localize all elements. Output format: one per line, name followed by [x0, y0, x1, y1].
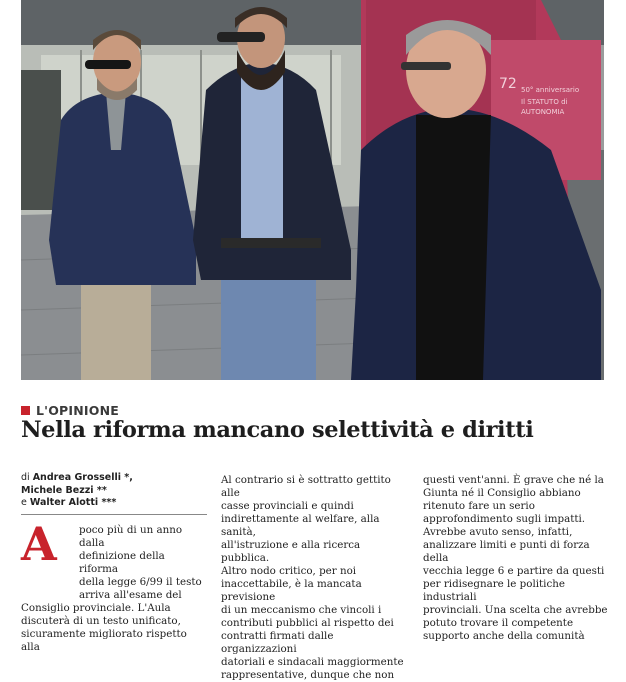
text-line: Altro nodo critico, per noi: [221, 565, 357, 577]
text-line: Al contrario si è sottratto gettito alle: [221, 474, 391, 499]
section-kicker: [21, 402, 119, 418]
text-line: ritenuto fare un serio: [423, 500, 535, 512]
text-line: casse provinciali e quindi: [221, 500, 354, 512]
svg-text:AUTONOMIA: AUTONOMIA: [521, 108, 565, 116]
text-line: Consiglio provinciale. L'Aula: [21, 601, 171, 614]
text-line: rappresentative, dunque che non: [221, 669, 395, 681]
article-column-2: [221, 474, 408, 682]
text-line: poco più di un anno dalla: [79, 523, 183, 549]
author-2: Michele Bezzi **: [21, 484, 107, 496]
text-line: datoriali e sindacali maggiormente: [221, 656, 404, 668]
text-line: della legge 6/99 il testo: [79, 575, 202, 588]
kicker-label: L'OPINIONE: [36, 402, 119, 418]
text-line: approfondimento sugli impatti.: [423, 513, 586, 525]
text-line: per ridisegnare le politiche industriali: [423, 578, 565, 603]
text-line: Avrebbe avuto senso, infatti,: [423, 526, 573, 538]
body-text-col1: [21, 516, 207, 654]
text-line: inaccettabile, è la mancata previsione: [221, 578, 362, 603]
text-line: indirettamente al welfare, alla sanità,: [221, 513, 380, 538]
author-3: Walter Alotti ***: [29, 497, 117, 508]
text-line: arriva all'esame del: [79, 588, 182, 601]
text-line: questi vent'anni. È grave che né la: [423, 474, 604, 486]
text-line: vecchia legge 6 e partire da questi: [423, 565, 605, 577]
text-line: di un meccanismo che vincoli i: [221, 604, 382, 616]
text-line: sicuramente migliorato rispetto alla: [21, 627, 187, 653]
text-line: discuterà di un testo unificato,: [21, 614, 181, 627]
text-line: provinciali. Una scelta che avrebbe: [423, 604, 608, 616]
text-line: Giunta né il Consiglio abbiano: [423, 487, 581, 499]
text-line: contratti firmati dalle organizzazioni: [221, 630, 334, 655]
text-line: contributi pubblici al rispetto dei: [221, 617, 394, 629]
text-line: supporto anche della comunità: [423, 630, 585, 642]
article-photo: [21, 0, 604, 380]
red-square-icon: [21, 406, 30, 415]
article-column-3: [423, 474, 608, 643]
article-column-1: [21, 472, 207, 654]
text-line: definizione della riforma: [79, 549, 165, 575]
text-line: all'istruzione e alla ricerca pubblica.: [221, 539, 361, 564]
svg-text:Il STATUTO di: Il STATUTO di: [521, 98, 568, 106]
author-1: Andrea Grosselli *,: [32, 472, 133, 483]
svg-text:72: 72: [499, 76, 517, 92]
byline-divider: [21, 514, 207, 515]
byline-prefix: di: [21, 472, 33, 483]
byline: [21, 472, 207, 510]
drop-cap: A: [21, 516, 57, 571]
byline-conjunction: e: [21, 497, 30, 508]
text-line: potuto trovare il competente: [423, 617, 574, 629]
svg-text:50° anniversario: 50° anniversario: [521, 86, 580, 94]
article-headline: Nella riforma mancano selettività e diritti: [21, 417, 534, 443]
text-line: analizzare limiti e punti di forza della: [423, 539, 590, 564]
